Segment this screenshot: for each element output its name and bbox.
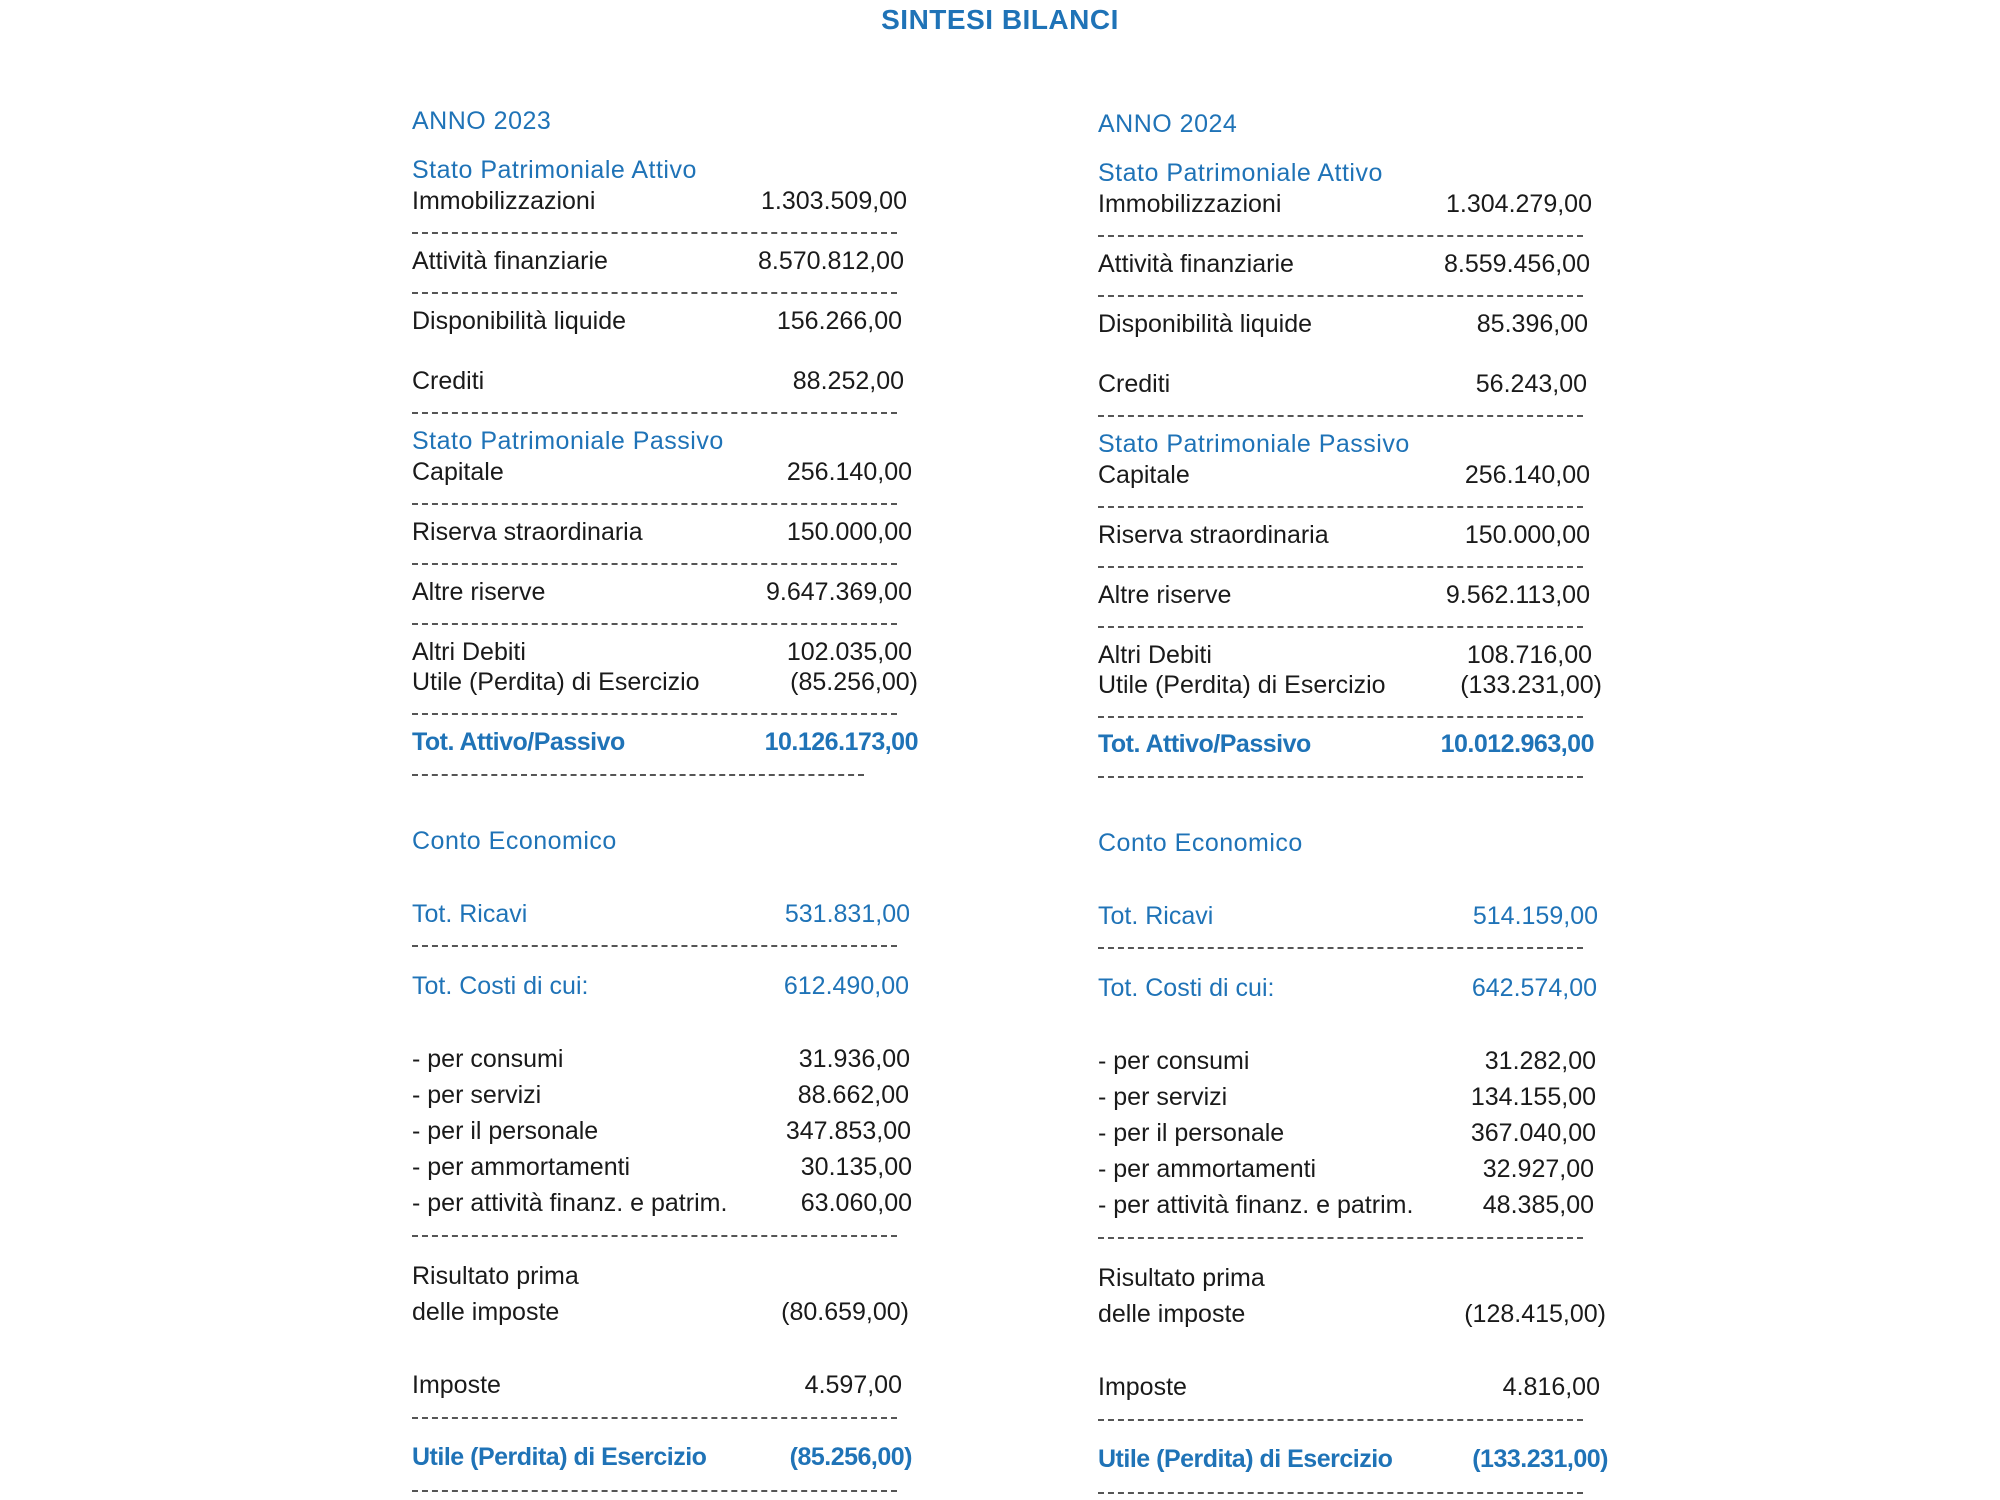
passivo-value-riserva-straordinaria: 150.000,00 [786, 518, 912, 546]
attivo-label-immobilizzazioni: Immobilizzazioni [1098, 190, 1282, 218]
passivo-header: Stato Patrimoniale Passivo [1098, 430, 1410, 458]
costi-label-consumi: - per consumi [1098, 1047, 1250, 1075]
divider [412, 774, 864, 776]
attivo-label-finanziarie: Attività finanziarie [1098, 250, 1294, 278]
ricavi-value: 531.831,00 [784, 900, 910, 928]
costi-value-servizi: 88.662,00 [797, 1081, 909, 1109]
costi-value-servizi: 134.155,00 [1470, 1083, 1596, 1111]
attivo-value-finanziarie: 8.559.456,00 [1444, 250, 1590, 278]
costi-value-finanz: 63.060,00 [800, 1189, 912, 1217]
passivo-label-capitale: Capitale [412, 458, 504, 486]
passivo-label-riserva-straordinaria: Riserva straordinaria [1098, 521, 1329, 549]
attivo-label-liquide: Disponibilità liquide [1098, 310, 1313, 338]
divider [412, 503, 897, 505]
imposte-label: Imposte [1098, 1373, 1187, 1401]
costi-label-personale: - per il personale [1098, 1119, 1285, 1147]
risultato-label-line2: delle imposte [1098, 1300, 1246, 1328]
divider [412, 563, 897, 565]
ricavi-value: 514.159,00 [1472, 902, 1598, 930]
ricavi-label: Tot. Ricavi [412, 900, 528, 928]
costi-label-ammortamenti: - per ammortamenti [1098, 1155, 1317, 1183]
year-label: ANNO 2023 [412, 107, 552, 135]
risultato-value: (128.415,00) [1464, 1300, 1606, 1328]
utile-esercizio-label: Utile (Perdita) di Esercizio [412, 1443, 707, 1471]
passivo-value-capitale: 256.140,00 [1464, 461, 1590, 489]
divider [412, 623, 897, 625]
costi-value-personale: 367.040,00 [1470, 1119, 1596, 1147]
costi-label-finanz: - per attività finanz. e patrim. [412, 1189, 728, 1217]
passivo-header: Stato Patrimoniale Passivo [412, 427, 724, 455]
passivo-label-riserva-straordinaria: Riserva straordinaria [412, 518, 643, 546]
passivo-value-altri-debiti: 102.035,00 [786, 638, 912, 666]
imposte-value: 4.597,00 [804, 1371, 902, 1399]
risultato-label-line1: Risultato prima [412, 1262, 579, 1290]
passivo-value-riserva-straordinaria: 150.000,00 [1464, 521, 1590, 549]
attivo-value-finanziarie: 8.570.812,00 [758, 247, 904, 275]
costi-label-ammortamenti: - per ammortamenti [412, 1153, 631, 1181]
passivo-value-utile: (133.231,00) [1460, 671, 1602, 699]
attivo-header: Stato Patrimoniale Attivo [412, 156, 697, 184]
totale-attivo-passivo-label: Tot. Attivo/Passivo [412, 728, 625, 756]
divider [412, 1235, 897, 1237]
risultato-label-line2: delle imposte [412, 1298, 560, 1326]
divider [412, 232, 897, 234]
divider [412, 1490, 897, 1492]
totale-attivo-passivo-label: Tot. Attivo/Passivo [1098, 730, 1311, 758]
costi-label-servizi: - per servizi [412, 1081, 542, 1109]
costi-label-personale: - per il personale [412, 1117, 599, 1145]
divider [1098, 626, 1583, 628]
divider [1098, 1492, 1583, 1494]
costi-value-ammortamenti: 30.135,00 [800, 1153, 912, 1181]
utile-esercizio-value: (133.231,00) [1472, 1445, 1608, 1473]
passivo-value-utile: (85.256,00) [790, 668, 918, 696]
attivo-value-liquide: 85.396,00 [1476, 310, 1588, 338]
costi-label: Tot. Costi di cui: [412, 972, 589, 1000]
passivo-value-altre-riserve: 9.562.113,00 [1445, 581, 1590, 609]
attivo-label-crediti: Crediti [412, 367, 485, 395]
divider [1098, 415, 1583, 417]
divider [412, 945, 897, 947]
costi-value: 612.490,00 [783, 972, 909, 1000]
costi-value-personale: 347.853,00 [785, 1117, 911, 1145]
passivo-label-altri-debiti: Altri Debiti [1098, 641, 1212, 669]
conto-economico-header: Conto Economico [1098, 829, 1303, 857]
attivo-label-finanziarie: Attività finanziarie [412, 247, 608, 275]
risultato-label-line1: Risultato prima [1098, 1264, 1265, 1292]
utile-esercizio-value: (85.256,00) [789, 1443, 912, 1471]
passivo-value-capitale: 256.140,00 [786, 458, 912, 486]
attivo-value-immobilizzazioni: 1.304.279,00 [1446, 190, 1592, 218]
totale-attivo-passivo-value: 10.012.963,00 [1440, 730, 1594, 758]
passivo-label-capitale: Capitale [1098, 461, 1190, 489]
attivo-header: Stato Patrimoniale Attivo [1098, 159, 1383, 187]
costi-label-finanz: - per attività finanz. e patrim. [1098, 1191, 1414, 1219]
costi-value-consumi: 31.936,00 [798, 1045, 910, 1073]
risultato-value: (80.659,00) [781, 1298, 909, 1326]
passivo-label-altri-debiti: Altri Debiti [412, 638, 526, 666]
costi-label-consumi: - per consumi [412, 1045, 564, 1073]
utile-esercizio-label: Utile (Perdita) di Esercizio [1098, 1445, 1393, 1473]
divider [1098, 1419, 1583, 1421]
divider [412, 1417, 897, 1419]
attivo-value-liquide: 156.266,00 [776, 307, 902, 335]
costi-label: Tot. Costi di cui: [1098, 974, 1275, 1002]
divider [1098, 716, 1583, 718]
costi-value-consumi: 31.282,00 [1484, 1047, 1596, 1075]
passivo-value-altre-riserve: 9.647.369,00 [766, 578, 912, 606]
conto-economico-header: Conto Economico [412, 827, 617, 855]
page-title: SINTESI BILANCI [881, 4, 1119, 35]
divider [1098, 1237, 1583, 1239]
divider [1098, 295, 1583, 297]
divider [1098, 566, 1583, 568]
costi-value-finanz: 48.385,00 [1482, 1191, 1594, 1219]
divider [1098, 235, 1583, 237]
costi-value: 642.574,00 [1471, 974, 1597, 1002]
divider [412, 412, 897, 414]
ricavi-label: Tot. Ricavi [1098, 902, 1214, 930]
passivo-label-altre-riserve: Altre riserve [412, 578, 546, 606]
attivo-label-crediti: Crediti [1098, 370, 1171, 398]
costi-value-ammortamenti: 32.927,00 [1482, 1155, 1594, 1183]
passivo-label-altre-riserve: Altre riserve [1098, 581, 1232, 609]
attivo-label-immobilizzazioni: Immobilizzazioni [412, 187, 596, 215]
passivo-value-altri-debiti: 108.716,00 [1466, 641, 1592, 669]
attivo-value-immobilizzazioni: 1.303.509,00 [761, 187, 907, 215]
attivo-value-crediti: 88.252,00 [792, 367, 904, 395]
passivo-label-utile: Utile (Perdita) di Esercizio [412, 668, 700, 696]
divider [1098, 947, 1583, 949]
imposte-value: 4.816,00 [1502, 1373, 1600, 1401]
attivo-value-crediti: 56.243,00 [1475, 370, 1587, 398]
divider [1098, 506, 1583, 508]
divider [1098, 776, 1583, 778]
passivo-label-utile: Utile (Perdita) di Esercizio [1098, 671, 1386, 699]
year-label: ANNO 2024 [1098, 110, 1238, 138]
attivo-label-liquide: Disponibilità liquide [412, 307, 627, 335]
costi-label-servizi: - per servizi [1098, 1083, 1228, 1111]
totale-attivo-passivo-value: 10.126.173,00 [764, 728, 918, 756]
imposte-label: Imposte [412, 1371, 501, 1399]
divider [412, 713, 897, 715]
divider [412, 292, 897, 294]
